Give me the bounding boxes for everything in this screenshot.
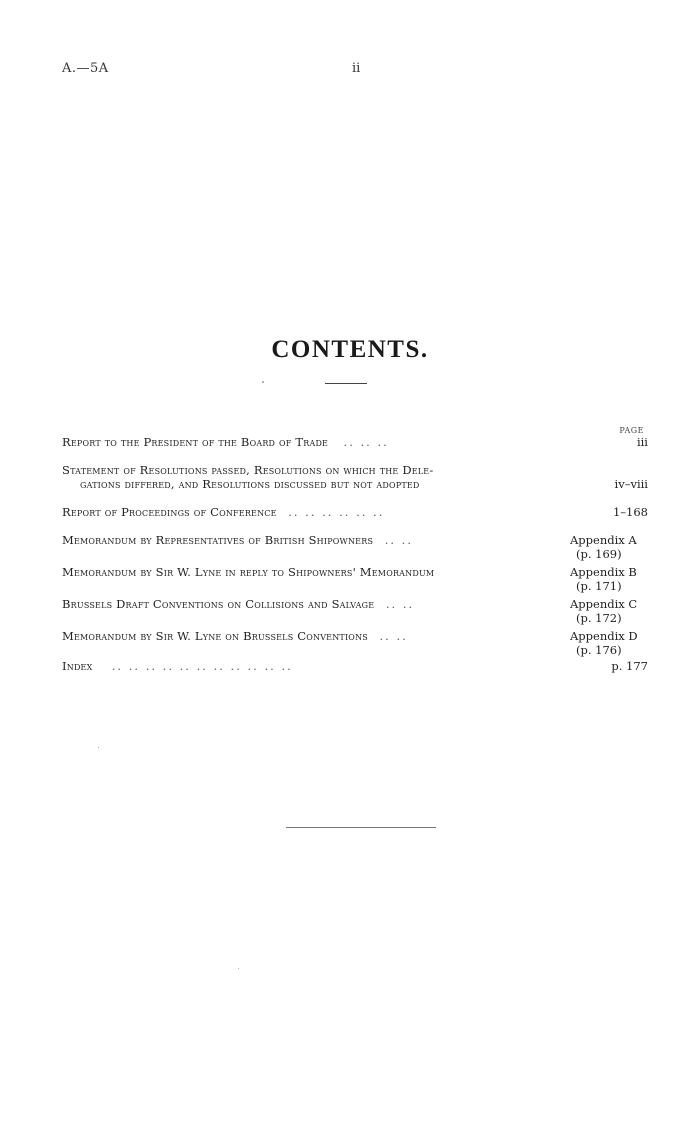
dot-leader: .. .. .. — [343, 435, 389, 449]
toc-entry-statement-resolutions[interactable] — [62, 463, 652, 491]
title-divider — [325, 383, 367, 384]
appendix-page: (p. 176) — [576, 643, 622, 657]
toc-entry-title-line: Brussels Draft Conventions on Collisions and Salvage — [62, 597, 375, 611]
dot-leader: .. .. — [384, 533, 413, 547]
toc-entry-title — [62, 463, 558, 491]
scan-speck — [98, 747, 99, 748]
page-number: ii — [352, 61, 361, 76]
appendix-label: Appendix B — [570, 565, 637, 579]
page-column-header: PAGE — [619, 426, 644, 435]
appendix-page: (p. 172) — [576, 611, 622, 625]
toc-entry-title — [62, 505, 558, 519]
toc-entry-title-line: Report to the President of the Board of Trade — [62, 435, 329, 449]
toc-entry-title-line: Report of Proceedings of Conference — [62, 505, 277, 519]
toc-entry-title-line: gations differed, and Resolutions discussed but not adopted — [80, 477, 420, 491]
toc-entry-title — [62, 435, 558, 449]
toc-entry-page: 1–168 — [612, 505, 648, 519]
toc-entry-title — [62, 629, 562, 643]
toc-entry-title — [62, 565, 562, 579]
toc-entry-title-line: Memorandum by Representatives of British Shipowners — [62, 533, 374, 547]
appendix-label: Appendix D — [570, 629, 638, 643]
toc-entry-title — [62, 533, 562, 547]
toc-entry-memorandum-lyne-brussels[interactable] — [62, 629, 652, 657]
toc-entry-report-president[interactable] — [62, 435, 652, 449]
appendix-label: Appendix A — [570, 533, 637, 547]
scan-speck — [238, 968, 239, 969]
toc-entry-title — [62, 659, 558, 673]
toc-entry-title-line: Memorandum by Sir W. Lyne on Brussels Conventions — [62, 629, 368, 643]
toc-entry-report-proceedings[interactable] — [62, 505, 652, 519]
appendix-page: (p. 169) — [576, 547, 622, 561]
scan-speck — [262, 381, 264, 383]
table-of-contents — [62, 435, 652, 673]
toc-entry-page — [562, 565, 652, 593]
toc-entry-page: iv–viii — [614, 477, 648, 491]
bottom-divider — [286, 827, 436, 828]
appendix-page: (p. 171) — [576, 579, 622, 593]
toc-entry-page: p. 177 — [611, 659, 648, 673]
dot-leader: .. .. .. .. .. .. — [288, 505, 385, 519]
toc-entry-memorandum-lyne-reply[interactable] — [62, 565, 652, 593]
dot-leader: .. .. — [379, 629, 408, 643]
toc-entry-memorandum-shipowners[interactable] — [62, 533, 652, 561]
toc-entry-title-line: Index — [62, 659, 93, 673]
toc-entry-page — [562, 629, 652, 657]
dot-leader: .. .. — [385, 597, 415, 611]
toc-entry-index[interactable] — [62, 659, 652, 673]
page-title: CONTENTS. — [271, 336, 429, 363]
document-reference: A.—5A — [62, 61, 109, 76]
toc-entry-brussels-draft[interactable] — [62, 597, 652, 625]
toc-entry-page — [562, 597, 652, 625]
dot-leader: .. .. .. .. .. .. .. .. .. .. .. — [111, 659, 293, 673]
toc-entry-title-line: Memorandum by Sir W. Lyne in reply to Shipowners' Memorandum — [62, 565, 435, 579]
appendix-label: Appendix C — [570, 597, 638, 611]
toc-entry-title-line: Statement of Resolutions passed, Resolutions on which the Dele- — [62, 463, 434, 477]
toc-entry-title — [62, 597, 562, 611]
toc-entry-page: iii — [636, 435, 648, 449]
toc-entry-page — [562, 533, 652, 561]
